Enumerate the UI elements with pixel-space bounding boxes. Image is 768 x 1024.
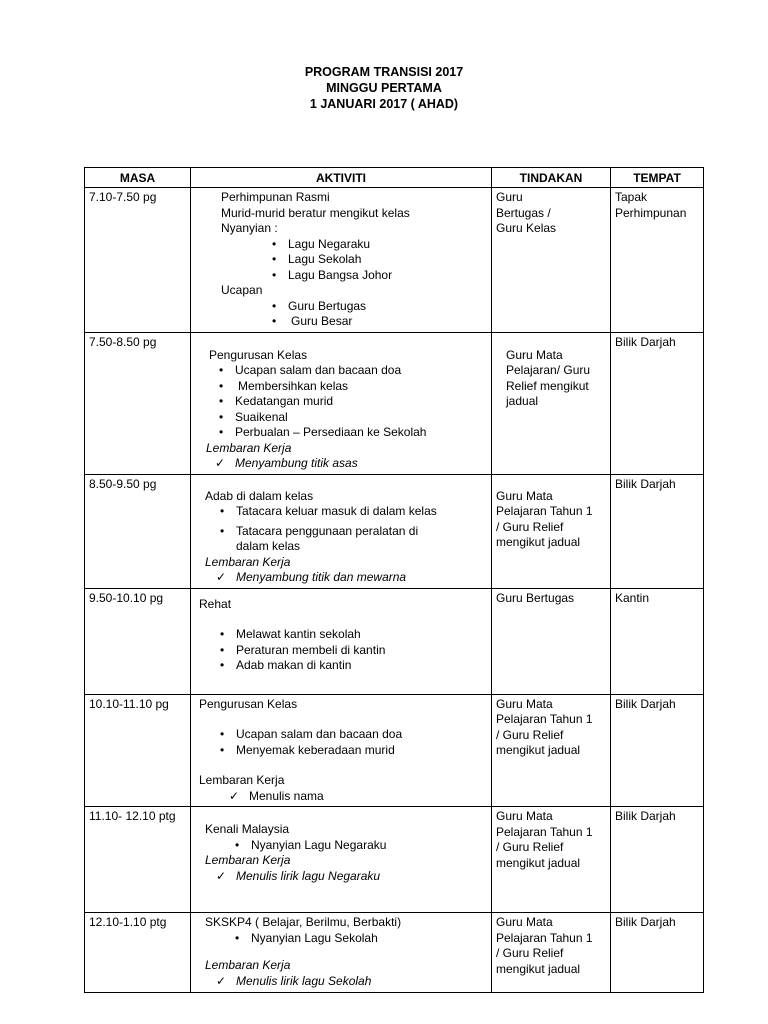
title-line-2: MINGGU PERTAMA [326, 81, 442, 95]
aktiviti-cell [191, 332, 492, 474]
tempat-cell: Bilik Darjah [611, 694, 704, 807]
title-line-3: 1 JANUARI 2017 ( AHAD) [309, 97, 459, 111]
list-item: • Tatacara keluar masuk di dalam kelas [236, 504, 487, 520]
table-row [85, 474, 704, 588]
masa-cell: 10.10-11.10 pg [85, 694, 191, 807]
worksheet-item: ✓ Menulis nama [249, 789, 487, 805]
activity-text: Ucapan [221, 283, 263, 297]
worksheet-item: ✓ Menyambung titik dan mewarna [236, 570, 487, 586]
activity-heading: Pengurusan Kelas [209, 347, 308, 362]
list-item: • Nyanyian Lagu Sekolah [251, 931, 487, 947]
list-item: • Lagu Negaraku [288, 237, 487, 253]
list-item: • Lagu Sekolah [288, 252, 487, 268]
list-item: • Guru Besar [288, 314, 487, 330]
aktiviti-cell [191, 694, 492, 807]
tempat-cell: Tapak Perhimpunan [611, 188, 704, 333]
masa-cell: 7.50-8.50 pg [85, 332, 191, 474]
activity-text: Nyanyian : [221, 221, 278, 235]
table-row [85, 694, 704, 807]
activity-heading: Perhimpunan Rasmi [221, 190, 330, 204]
worksheet-label: Lembaran Kerja [205, 853, 291, 867]
list-item: • Kedatangan murid [235, 394, 487, 410]
activity-text: Murid-murid beratur mengikut kelas [221, 205, 410, 220]
tindakan-cell: Guru Mata Pelajaran Tahun 1 / Guru Relief mengikut jadual [492, 807, 611, 913]
list-item: • Tatacara penggunaan peralatan di [236, 524, 487, 540]
list-item: • Suaikenal [235, 410, 487, 426]
list-item: • Ucapan salam dan bacaan doa [236, 727, 487, 743]
tempat-cell: Kantin [611, 588, 704, 694]
worksheet-label: Lembaran Kerja [199, 773, 285, 787]
table-header-row [85, 168, 704, 188]
table-row [85, 913, 704, 993]
tindakan-cell: Guru Mata Pelajaran Tahun 1 / Guru Relief mengikut jadual [492, 474, 611, 588]
activity-heading: Kenali Malaysia [205, 822, 290, 836]
aktiviti-cell [191, 807, 492, 913]
aktiviti-cell [191, 588, 492, 694]
worksheet-label: Lembaran Kerja [206, 440, 292, 455]
tindakan-cell: Guru Mata Pelajaran Tahun 1 / Guru Relief mengikut jadual [492, 694, 611, 807]
worksheet-item: ✓ Menulis lirik lagu Negaraku [236, 869, 487, 885]
title-line-1: PROGRAM TRANSISI 2017 [304, 65, 464, 79]
list-item: • Nyanyian Lagu Negaraku [251, 838, 487, 854]
header-masa: MASA [85, 168, 191, 188]
list-item: • Lagu Bangsa Johor [288, 268, 487, 284]
worksheet-item: ✓ Menyambung titik asas [235, 456, 487, 472]
worksheet-label: Lembaran Kerja [205, 554, 291, 569]
masa-cell: 7.10-7.50 pg [85, 188, 191, 333]
header-aktiviti: AKTIVITI [191, 168, 492, 188]
activity-heading: Pengurusan Kelas [199, 696, 298, 711]
tempat-cell: Bilik Darjah [611, 807, 704, 913]
list-item: • Perbualan – Persediaan ke Sekolah [235, 425, 487, 441]
list-item: • Adab makan di kantin [236, 658, 487, 674]
table-row [85, 807, 704, 913]
header-tindakan: TINDAKAN [492, 168, 611, 188]
worksheet-label: Lembaran Kerja [205, 958, 291, 972]
tindakan-cell: Guru Bertugas [492, 588, 611, 694]
header-tempat: TEMPAT [611, 168, 704, 188]
masa-cell: 12.10-1.10 ptg [85, 913, 191, 993]
table-row [85, 588, 704, 694]
activity-heading: SKSKP4 ( Belajar, Berilmu, Berbakti) [205, 915, 402, 929]
list-item: • Ucapan salam dan bacaan doa [235, 363, 487, 379]
masa-cell: 11.10- 12.10 ptg [85, 807, 191, 913]
table-row [85, 188, 704, 333]
worksheet-item: ✓ Menulis lirik lagu Sekolah [236, 974, 487, 990]
list-item: • Melawat kantin sekolah [236, 627, 487, 643]
tempat-cell: Bilik Darjah [611, 913, 704, 993]
tindakan-cell: Guru Bertugas / Guru Kelas [492, 188, 611, 333]
aktiviti-cell [191, 188, 492, 333]
tindakan-cell: Guru Mata Pelajaran/ Guru Relief mengikut jadual [492, 332, 611, 474]
masa-cell: 8.50-9.50 pg [85, 474, 191, 588]
tindakan-cell: Guru Mata Pelajaran Tahun 1 / Guru Relief mengikut jadual [492, 913, 611, 993]
aktiviti-cell [191, 474, 492, 588]
list-item: • Peraturan membeli di kantin [236, 643, 487, 659]
aktiviti-cell [191, 913, 492, 993]
tempat-cell: Bilik Darjah [611, 332, 704, 474]
list-item: • Menyemak keberadaan murid [236, 743, 487, 759]
table-row [85, 332, 704, 474]
list-item: • Membersihkan kelas [235, 379, 487, 395]
activity-heading: Adab di dalam kelas [205, 488, 314, 503]
list-item-continuation: dalam kelas [236, 539, 301, 553]
tempat-cell: Bilik Darjah [611, 474, 704, 588]
schedule-table [84, 167, 704, 993]
document-title [0, 64, 768, 112]
activity-heading: Rehat [199, 596, 232, 611]
masa-cell: 9.50-10.10 pg [85, 588, 191, 694]
list-item: • Guru Bertugas [288, 299, 487, 315]
